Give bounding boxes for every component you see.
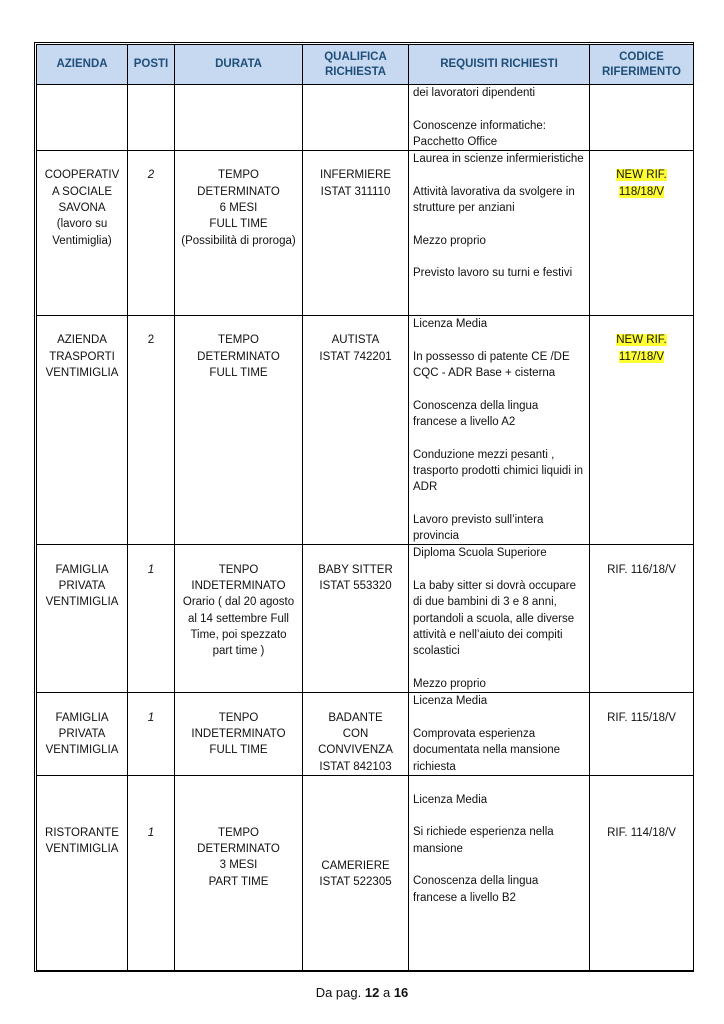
- qualifica-line: AUTISTA: [331, 334, 380, 347]
- requisito-text: Mezzo proprio: [413, 234, 486, 247]
- codice-cell: [590, 693, 694, 775]
- durata-cell: [175, 775, 303, 970]
- codice-highlight: NEW RIF. 117/18/V: [616, 334, 667, 363]
- durata-line: TEMPO: [218, 169, 259, 182]
- codice-cell: [590, 316, 694, 545]
- qualifica-line: BADANTE: [328, 711, 383, 724]
- posti-cell: [128, 775, 175, 970]
- durata-line: (Possibilità di proroga): [181, 234, 296, 247]
- footer-page-number: 12: [364, 985, 380, 1000]
- requisito-text: La baby sitter si dovrà occupare di due bambini di 3 e 8 anni, portandoli a scuola, alle diverse attività e nell’aiuto dei compiti scolastici: [413, 579, 577, 658]
- azienda-cell: [37, 693, 128, 775]
- header-codice: CODICE RIFERIMENTO: [590, 45, 694, 85]
- page-footer: [0, 985, 724, 1000]
- qualifica-line: CAMERIERE: [321, 859, 390, 872]
- qualifica-cell: [303, 775, 409, 970]
- posti-cell: [128, 545, 175, 693]
- azienda-cell: [37, 151, 128, 316]
- requisito-text: Laurea in scienze infermieristiche: [413, 153, 584, 166]
- header-requisiti: REQUISITI RICHIESTI: [409, 45, 590, 85]
- requisito-text: dei lavoratori dipendenti: [413, 87, 536, 99]
- table-row: [37, 151, 694, 316]
- durata-line: FULL TIME: [209, 744, 268, 757]
- requisito-text: Conduzione mezzi pesanti , trasporto prodotti chimici liquidi in ADR: [413, 448, 584, 494]
- header-posti: POSTI: [128, 45, 175, 85]
- table-row: [37, 775, 694, 970]
- footer-prefix: Da pag.: [315, 985, 362, 1000]
- qualifica-cell: [303, 316, 409, 545]
- codice-cell: [590, 545, 694, 693]
- posti-text: 1: [147, 563, 155, 576]
- requisiti-cell: [409, 545, 590, 693]
- footer-separator: a: [382, 985, 391, 1000]
- requisito-text: Attività lavorativa da svolgere in strutture per anziani: [413, 185, 575, 215]
- qualifica-line: ISTAT 311110: [320, 185, 391, 198]
- durata-line: 3 MESI: [219, 859, 258, 872]
- posti-text: 1: [147, 826, 155, 839]
- durata-line: PART TIME: [208, 875, 269, 888]
- requisiti-cell: [409, 693, 590, 775]
- posti-cell: [128, 151, 175, 316]
- posti-cell: [128, 85, 175, 151]
- requisito-text: Licenza Media: [413, 793, 488, 806]
- durata-line: TEMPO: [218, 826, 259, 839]
- requisito-text: Conoscenza della lingua francese a livello B2: [413, 875, 539, 904]
- table-row: [37, 85, 694, 151]
- qualifica-cell: [303, 545, 409, 693]
- qualifica-cell: [303, 151, 409, 316]
- qualifica-line: CONVIVENZA: [318, 744, 393, 757]
- requisiti-cell: [409, 775, 590, 970]
- durata-line: DETERMINATO: [197, 350, 280, 363]
- durata-line: FULL TIME: [209, 218, 268, 231]
- posti-text: 2: [147, 334, 155, 347]
- codice-cell: [590, 151, 694, 316]
- header-durata: DURATA: [175, 45, 303, 85]
- requisito-text: Previsto lavoro su turni e festivi: [413, 267, 573, 280]
- table-row: [37, 545, 694, 693]
- codice-highlight: NEW RIF. 118/18/V: [616, 169, 667, 198]
- durata-line: TEMPO: [218, 334, 259, 347]
- durata-cell: [175, 151, 303, 316]
- requisiti-cell: [409, 316, 590, 545]
- durata-line: DETERMINATO: [197, 843, 280, 856]
- qualifica-line: BABY SITTER: [318, 563, 393, 576]
- durata-cell: [175, 316, 303, 545]
- table-row: [37, 316, 694, 545]
- durata-line: TENPO: [218, 563, 259, 576]
- requisito-text: Conoscenza della lingua francese a livello A2: [413, 399, 539, 428]
- job-offers-table: [36, 44, 694, 971]
- durata-cell: [175, 693, 303, 775]
- header-qualifica: QUALIFICA RICHIESTA: [303, 45, 409, 85]
- qualifica-line: ISTAT 553320: [319, 579, 392, 592]
- footer-total-pages: 16: [393, 985, 409, 1000]
- requisito-text: Diploma Scuola Superiore: [413, 547, 547, 560]
- codice-cell: [590, 85, 694, 151]
- qualifica-line: ISTAT 742201: [319, 350, 392, 363]
- qualifica-line: CON: [342, 727, 369, 740]
- durata-line: TENPO: [218, 711, 259, 724]
- azienda-text: COOPERATIV A SOCIALE SAVONA (lavoro su Ventimiglia): [44, 169, 120, 247]
- requisito-text: Comprovata esperienza documentata nella mansione richiesta: [413, 727, 561, 773]
- durata-cell: [175, 85, 303, 151]
- requisito-text: Licenza Media: [413, 695, 488, 708]
- posti-text: 2: [147, 169, 155, 182]
- azienda-text: FAMIGLIA PRIVATA VENTIMIGLIA: [45, 711, 119, 757]
- posti-cell: [128, 693, 175, 775]
- qualifica-cell: [303, 693, 409, 775]
- requisito-text: Lavoro previsto sull’intera provincia: [413, 513, 544, 543]
- azienda-text: AZIENDA TRASPORTI VENTIMIGLIA: [45, 334, 119, 380]
- table-row: [37, 693, 694, 775]
- requisito-text: Conoscenze informatiche: Pacchetto Office: [413, 119, 546, 148]
- azienda-text: FAMIGLIA PRIVATA VENTIMIGLIA: [45, 563, 119, 609]
- codice-cell: [590, 775, 694, 970]
- requisito-text: In possesso di patente CE /DE CQC - ADR Base + cisterna: [413, 350, 570, 380]
- codice-text: RIF. 116/18/V: [607, 563, 676, 576]
- requisito-text: Mezzo proprio: [413, 677, 486, 690]
- azienda-text: RISTORANTE VENTIMIGLIA: [45, 826, 119, 856]
- durata-line: FULL TIME: [209, 367, 268, 380]
- azienda-cell: [37, 545, 128, 693]
- qualifica-line: ISTAT 842103: [319, 760, 392, 773]
- codice-text: RIF. 114/18/V: [607, 826, 676, 839]
- requisito-text: Licenza Media: [413, 318, 488, 331]
- table-header-row: [37, 45, 694, 85]
- durata-line: INDETERMINATO: [191, 727, 286, 740]
- posti-cell: [128, 316, 175, 545]
- posti-text: 1: [147, 711, 155, 724]
- azienda-cell: [37, 85, 128, 151]
- qualifica-line: INFERMIERE: [320, 169, 391, 182]
- qualifica-cell: [303, 85, 409, 151]
- requisiti-cell: [409, 151, 590, 316]
- durata-line: Orario ( dal 20 agosto al 14 settembre Full Time, poi spezzato part time ): [182, 596, 295, 658]
- azienda-cell: [37, 316, 128, 545]
- durata-line: DETERMINATO: [197, 185, 280, 198]
- requisiti-cell: [409, 85, 590, 151]
- azienda-cell: [37, 775, 128, 970]
- durata-cell: [175, 545, 303, 693]
- requisito-text: Si richiede esperienza nella mansione: [413, 826, 554, 855]
- qualifica-line: ISTAT 522305: [319, 876, 392, 889]
- codice-text: RIF. 115/18/V: [607, 711, 676, 724]
- header-azienda: AZIENDA: [37, 45, 128, 85]
- durata-line: INDETERMINATO: [191, 579, 286, 592]
- durata-line: 6 MESI: [219, 202, 258, 215]
